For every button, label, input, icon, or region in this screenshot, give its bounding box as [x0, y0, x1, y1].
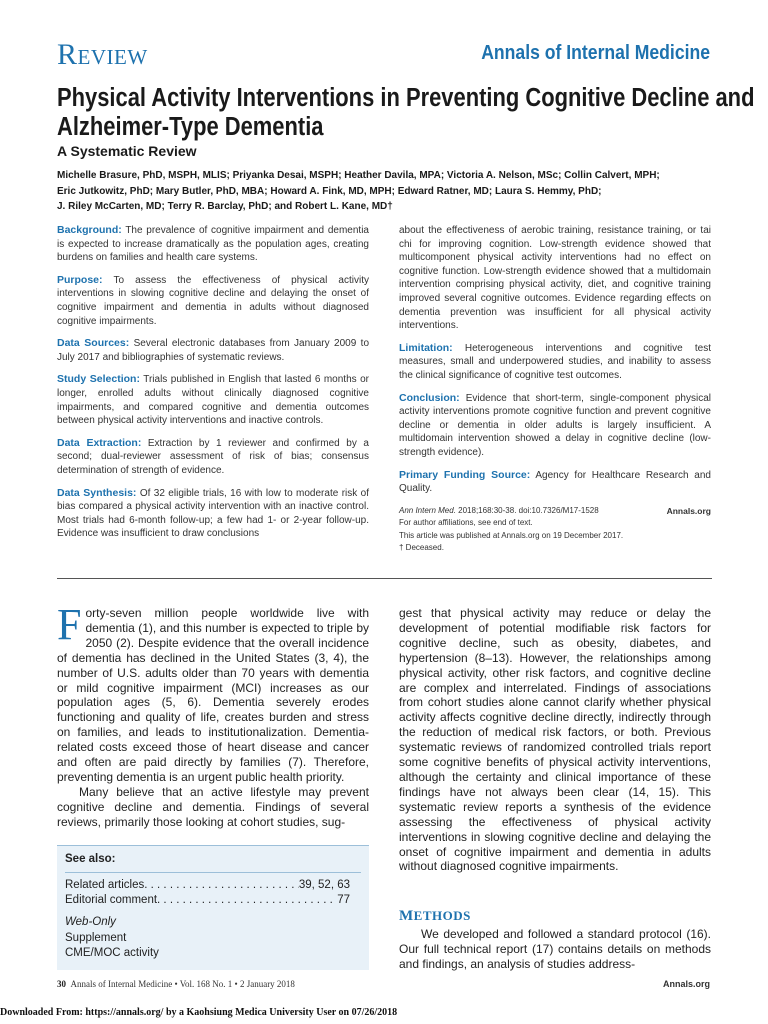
supplement-link[interactable]: Supplement — [65, 932, 127, 944]
citation-deceased: † Deceased. — [399, 543, 444, 553]
download-notice: Downloaded From: https://annals.org/ by a Kaohsiung Medica University User on 07/26/2018 — [0, 1007, 398, 1018]
editorial-comment-link[interactable]: Editorial comment . . . 77 — [65, 894, 350, 906]
abstract-purpose: Purpose: To assess the effectiveness of physical activity interventions in slowing cognitive decline and delaying the onset of cognitive impairment and dementia in adults without diagnosed cognitive impairments. — [57, 273, 369, 327]
authors-line-3: J. Riley McCarten, MD; Terry R. Barclay, PhD; and Robert L. Kane, MD† — [57, 201, 393, 212]
section-label: REVIEW — [57, 38, 148, 71]
intro-paragraph-3: gest that physical activity may reduce or delay the development of potential modifiable risk factors for cognitive decline, such as obesity, diabetes, and hypertension (8–13). However, the relationships among physical activity, other risk factors, and cognitive decline are complex and interrelated. Findings of associations from cohort studies alone cannot clarify whether physical activity affects cognitive decline directly, indirectly through the reduction of medical risk factors, or both. Previous systematic reviews of randomized controlled trials report some cognitive benefits of physical activity interventions, although the certainty and clinical importance of these findings have not always been clear (14, 15). This systematic review reports a synthesis of the evidence assessing the effectiveness of physical activity interventions in slowing cognitive decline and delaying the onset of cognitive impairment and dementia in adults without diagnosed cognitive impairments. — [399, 606, 711, 874]
page-number: 30 — [57, 979, 66, 989]
citation-block — [399, 505, 711, 555]
abstract-study-selection: Study Selection: Trials published in English that lasted 6 months or longer, enrolled adults without clinically diagnosed cognitive impairments, and compared cognitive and dementia outcomes between physical activity interventions and inactive controls. — [57, 373, 369, 427]
citation-row — [399, 505, 711, 518]
author-list — [57, 168, 757, 215]
web-only-label: Web-Only — [65, 916, 116, 928]
see-also-rule — [65, 872, 361, 873]
citation-published: This article was published at Annals.org on 19 December 2017. — [399, 530, 624, 540]
abstract-synthesis-continued: about the effectiveness of aerobic training, resistance training, or tai chi for improving cognition. Low-strength evidence showed that multicomponent physical activity interventions had no effect on cognitive function. Low-strength evidence showed that a multidomain intervention comprising physical activity, diet, and cognitive training improved several cognitive outcomes. Evidence regarding effects on dementia prevention was insufficient for all physical activity interventions. — [399, 225, 711, 332]
intro-paragraph-1: Forty-seven million people worldwide live with dementia (1), and this number is expected to triple by 2050 (2). Despite evidence that the overall incidence of dementia has declined in the United States (3, 4), the number of U.S. adults older than 70 years with dementia or mild cognitive impairment (MCI) increases as our population ages (5, 6). Dementia severely erodes functioning and quality of life, creates burden and stress on families, and leads to institutionalization. Dementia-related costs exceed those of heart disease and cancer and often are paid directly by families (7). Therefore, preventing dementia is an urgent public health priority. — [57, 600, 369, 784]
citation-ref: 2018;168:30-38. doi:10.7326/M17-1528 — [455, 505, 599, 515]
abstract-left-column — [57, 224, 369, 550]
drop-cap: F — [57, 600, 82, 649]
footer-journal: Annals of Internal Medicine — [70, 979, 173, 989]
footer-issue: • Vol. 168 No. 1 • 2 January 2018 — [172, 979, 295, 989]
related-articles-link[interactable]: Related articles . . . 39, 52, 63 — [65, 879, 350, 891]
methods-heading: METHODS — [399, 908, 471, 924]
abstract-funding: Primary Funding Source: Agency for Healthcare Research and Quality. — [399, 468, 711, 495]
title-line-2: Alzheimer-Type Dementia — [57, 113, 324, 141]
body-right-column — [399, 606, 711, 874]
abstract-limitation: Limitation: Heterogeneous interventions and cognitive test measures, small and underpowered studies, and inability to assess the clinical significance of cognitive test outcomes. — [399, 341, 711, 381]
article-title — [57, 84, 755, 142]
see-also-box — [57, 845, 369, 970]
abstract-data-sources: Data Sources: Several electronic databases from January 2009 to July 2017 and bibliographies of systematic reviews. — [57, 337, 370, 363]
section-divider — [57, 578, 712, 579]
authors-line-2: Eric Jutkowitz, PhD; Mary Butler, PhD, MBA; Howard A. Fink, MD, MPH; Edward Ratner, MD; Laura S. Hemmy, PhD; — [57, 185, 602, 197]
footer-site-link[interactable]: Annals.org — [662, 979, 710, 989]
citation-journal: Ann Intern Med. — [399, 505, 456, 515]
abstract-conclusion: Conclusion: Evidence that short-term, single-component physical activity interventions promote cognitive function and prevent cognitive decline or dementia in older adults is largely insufficient. A multidomain intervention showed a delay in cognitive decline (low-strength evidence). — [399, 391, 711, 458]
article-subtitle: A Systematic Review — [57, 143, 197, 159]
body-left-column — [57, 600, 369, 830]
authors-line-1: Michelle Brasure, PhD, MSPH, MLIS; Priyanka Desai, MSPH; Heather Davila, MPA; Victoria A. Nelson, MSc; Collin Calvert, MPH; — [57, 170, 660, 181]
title-line-1: Physical Activity Interventions in Preventing Cognitive Decline and — [57, 84, 755, 112]
journal-name: Annals of Internal Medicine — [481, 42, 710, 64]
cme-activity-link[interactable]: CME/MOC activity — [65, 947, 159, 959]
abstract-background: Background: The prevalence of cognitive impairment and dementia is expected to increase dramatically as the population ages, creating burdens on families and health care systems. — [57, 224, 369, 264]
see-also-heading: See also: — [65, 853, 116, 865]
intro-paragraph-2: Many believe that an active lifestyle may prevent cognitive decline and dementia. Findings of several reviews, primarily those looking at cohort studies, sug- — [57, 784, 369, 829]
methods-paragraph: We developed and followed a standard protocol (16). Our full technical report (17) contains details on methods and findings, an analysis of studies address- — [399, 927, 711, 971]
abstract-right-column — [399, 224, 711, 555]
citation-site-link[interactable]: Annals.org — [666, 505, 711, 516]
citation-affiliations: For author affiliations, see end of text. — [399, 518, 533, 528]
abstract-data-extraction: Data Extraction: Extraction by 1 reviewer and confirmed by a second; dual-reviewer assessment of risk of bias; consensus determination of strength of evidence. — [57, 436, 369, 476]
abstract-data-synthesis: Data Synthesis: Of 32 eligible trials, 16 with low to moderate risk of bias compared a physical activity intervention with an inactive control. Most trials had 6-month follow-up; a few had 1- or 2-year follow-up. Evidence was insufficient to draw conclusions — [57, 486, 369, 540]
page-footer — [57, 979, 295, 989]
